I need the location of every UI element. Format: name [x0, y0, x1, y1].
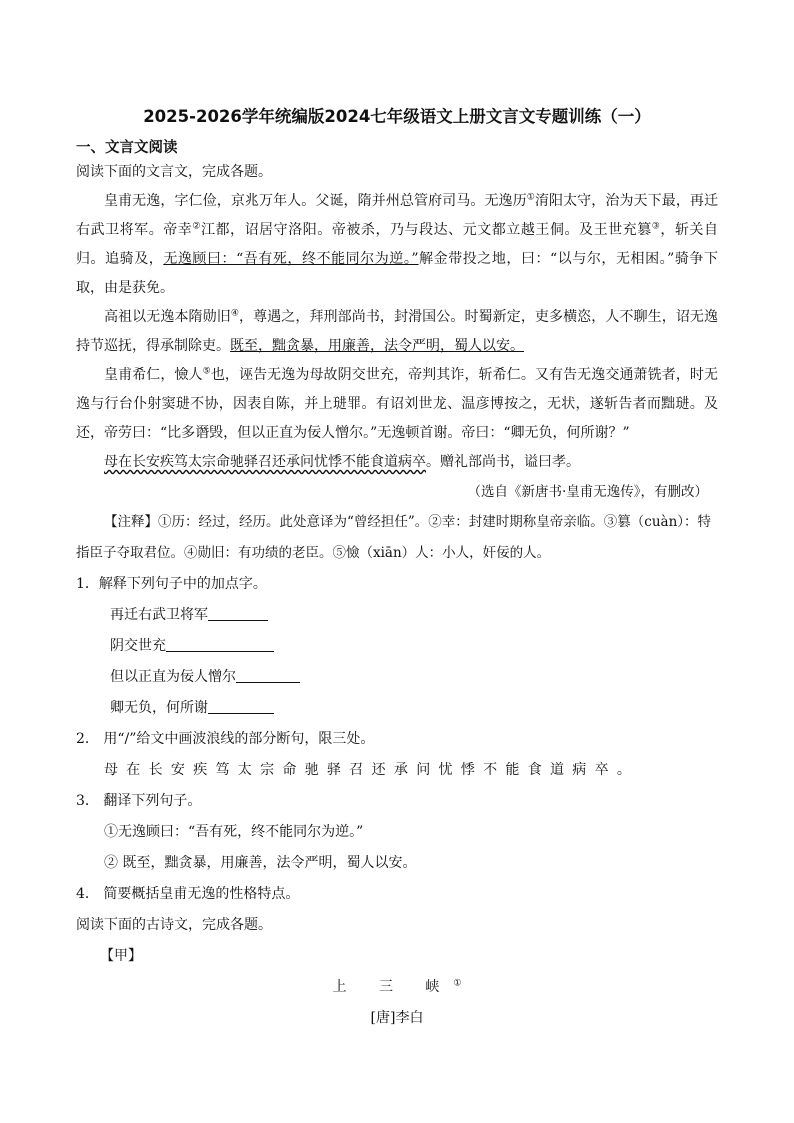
underlined-sentence-2: 既至，黜贪暴，用廉善，法令严明，蜀人以安。 — [230, 338, 524, 354]
item-text: 但以正直为佞人憎尔 — [110, 669, 236, 685]
poem-title-text: 上 三 峡 — [332, 979, 454, 995]
reading-intro-2: 阅读下面的古诗文，完成各题。 — [76, 917, 272, 933]
text-run: 皇甫希仁，憸人 — [104, 367, 203, 383]
source-citation: （选自《新唐书·皇甫无逸传》，有删改） — [467, 484, 708, 500]
question-1-item — [110, 662, 718, 693]
footnote-marker: ① — [453, 978, 462, 989]
poem-author: [唐]李白 — [370, 1010, 424, 1026]
passage-paragraph-1 — [76, 187, 718, 303]
poem-title — [76, 972, 718, 1003]
passage-paragraph-4 — [76, 448, 718, 477]
answer-blank[interactable] — [166, 637, 274, 652]
question-3-item: ② 既至，黜贪暴，用廉善，法令严明，蜀人以安。 — [104, 855, 417, 871]
footnote-marker: ③ — [651, 221, 661, 232]
item-text: 再迁右武卫将军 — [110, 607, 208, 623]
section-heading: 一、文言文阅读 — [76, 140, 178, 156]
text-run: ，尊遇之，拜刑部尚书，封滑国公。时蜀新定，吏多横恣，人不聊生，诏无逸持节巡抚，得承制除吏。 — [76, 309, 719, 354]
question-1-item — [110, 600, 718, 631]
question-3: 3． 翻译下列句子。 — [76, 793, 202, 809]
question-1-item — [110, 631, 718, 662]
question-1-item — [110, 693, 718, 724]
text-run: 皇甫无逸，字仁俭，京兆万年人。父诞，隋并州总管府司马。无逸历 — [104, 193, 527, 209]
text-run: 解金带投之地，曰：“以与尔，无相困。”骑争下取，由是获免。 — [76, 251, 718, 296]
answer-blank[interactable] — [236, 668, 300, 683]
item-text: 阴交世充 — [110, 638, 166, 654]
answer-blank[interactable] — [208, 699, 274, 714]
underlined-sentence-1: 无逸顾曰：“吾有死，终不能同尔为逆。” — [163, 251, 419, 267]
question-4: 4． 简要概括皇甫无逸的性格特点。 — [76, 886, 300, 902]
question-2-text: 母在长安疾笃太宗命驰驿召还承问忧悸不能食道病卒。 — [104, 762, 640, 778]
text-run: 高祖以无逸本隋勋旧 — [104, 309, 231, 325]
footnote-marker: ① — [526, 192, 535, 203]
passage-paragraph-3 — [76, 361, 718, 448]
text-run: 也，诬告无逸为母故阴交世充，帝判其诈，斩希仁。又有告无逸交通萧铣者，时无逸与行台仆射窦琎不协，因表自陈，并上琎罪。有诏刘世龙、温彦博按之，无状，遂斩告者而黜琎。及还，帝劳曰：“比多谮毁，但以正直为佞人憎尔。”无逸顿首谢。帝曰：“卿无负，何所谢？” — [76, 367, 719, 441]
answer-blank[interactable] — [208, 606, 268, 621]
passage-paragraph-2 — [76, 303, 718, 361]
text-run: 。赠礼部尚书，谥曰孝。 — [426, 454, 580, 470]
text-run: 淯阳太守，治为天下最，再迁右武卫将军。帝幸 — [76, 193, 719, 238]
wavy-underlined-sentence: 母在长安疾笃太宗命驰驿召还承问忧悸不能食道病卒 — [104, 454, 426, 470]
footnote-marker: ⑤ — [202, 366, 211, 377]
page-title: 2025-2026学年统编版2024七年级语文上册文言文专题训练（一） — [143, 107, 651, 126]
footnote-marker: ② — [192, 221, 201, 232]
item-text: 卿无负，何所谢 — [110, 700, 208, 716]
question-2: 2． 用“/”给文中画波浪线的部分断句，限三处。 — [76, 731, 375, 747]
reading-intro: 阅读下面的文言文，完成各题。 — [76, 164, 272, 180]
text-run: ，斩关自归。追骑及， — [76, 222, 719, 267]
question-1: 1．解释下列句子中的加点字。 — [76, 576, 267, 592]
footnote-marker: ④ — [230, 308, 239, 319]
annotation-notes: 【注释】①历：经过，经历。此处意译为“曾经担任”。②幸：封建时期称皇帝亲临。③篡（cuàn）：特指臣子夺取君位。④勋旧：有功绩的老臣。⑤憸（xiān）人：小人，奸佞的人。 — [76, 514, 712, 561]
section-marker-jia: 【甲】 — [100, 948, 142, 964]
text-run: 江都，诏居守洛阳。帝被杀，乃与段达、元文都立越王侗。及王世充篡 — [200, 222, 652, 238]
question-3-item: ①无逸顾曰：“吾有死，终不能同尔为逆。” — [104, 824, 364, 840]
